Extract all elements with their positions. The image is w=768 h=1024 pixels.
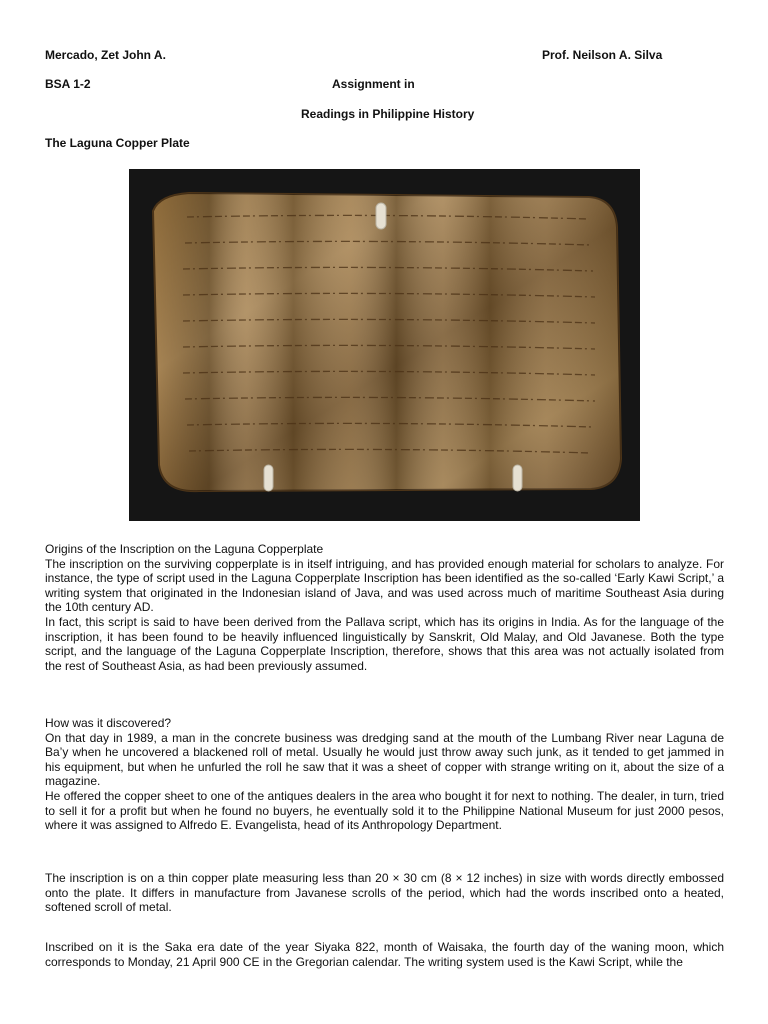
- section-discovery: [45, 716, 724, 833]
- paragraph: The inscription is on a thin copper plate measuring less than 20 × 30 cm (8 × 12 inches) in size with words directly embossed onto the plate. It differs in manufacture from Javanese scrolls of the period, which had the words inscribed onto a heated, softened scroll of metal.: [45, 871, 724, 915]
- section-plate-description: [45, 871, 724, 915]
- paragraph: The inscription on the surviving copperplate is in itself intriguing, and has provided enough material for scholars to analyze. For instance, the type of script used in the Laguna Copperplate Inscription has been identified as the so-called ‘Early Kawi Script,’ a writing system that originated in the Indonesian island of Java, and was used across much of maritime Southeast Asia during the 10th century AD.: [45, 556, 724, 615]
- paragraph: He offered the copper sheet to one of the antiques dealers in the area who bought it for next to nothing. The dealer, in turn, tried to sell it for a profit but when he found no buyers, he eventually sold it to the Philippine National Museum for just 2000 pesos, where it was assigned to Alfredo E. Evangelista, head of its Anthropology Department.: [45, 788, 724, 833]
- paragraph: Inscribed on it is the Saka era date of the year Siyaka 822, month of Waisaka, the fourth day of the waning moon, which corresponds to Monday, 21 April 900 CE in the Gregorian calendar. The writing system used is the Kawi Script, while the: [45, 940, 724, 969]
- section-date-inscription: [45, 940, 724, 969]
- section-origins: [45, 542, 724, 673]
- document-title: The Laguna Copper Plate: [45, 136, 190, 150]
- paragraph: On that day in 1989, a man in the concrete business was dredging sand at the mouth of the Lumbang River near Laguna de Ba’y when he uncovered a blackened roll of metal. Usually he would just throw away such junk, as it tended to get jammed in his equipment, but when he unfurled the roll he saw that it was a sheet of copper with strange writing on it, about the size of a magazine.: [45, 730, 724, 789]
- author-name: Mercado, Zet John A.: [45, 48, 166, 62]
- assignment-label: Assignment in: [332, 77, 415, 91]
- section-heading-discovery: How was it discovered?: [45, 716, 172, 730]
- paragraph: In fact, this script is said to have been derived from the Pallava script, which has its origins in India. As for the language of the inscription, it has been found to be heavily influenced linguistically by Sanskrit, Old Malay, and Old Javanese. Both the type script, and the language of the Laguna Copperplate Inscription, therefore, shows that this area was not actually isolated from the rest of Southeast Asia, as had been previously assumed.: [45, 614, 724, 673]
- section-heading-origins: Origins of the Inscription on the Laguna Copperplate: [45, 542, 324, 556]
- professor-name: Prof. Neilson A. Silva: [542, 48, 663, 62]
- section-code: BSA 1-2: [45, 77, 91, 91]
- course-title: Readings in Philippine History: [301, 107, 475, 121]
- copper-plate-photo: [129, 169, 640, 521]
